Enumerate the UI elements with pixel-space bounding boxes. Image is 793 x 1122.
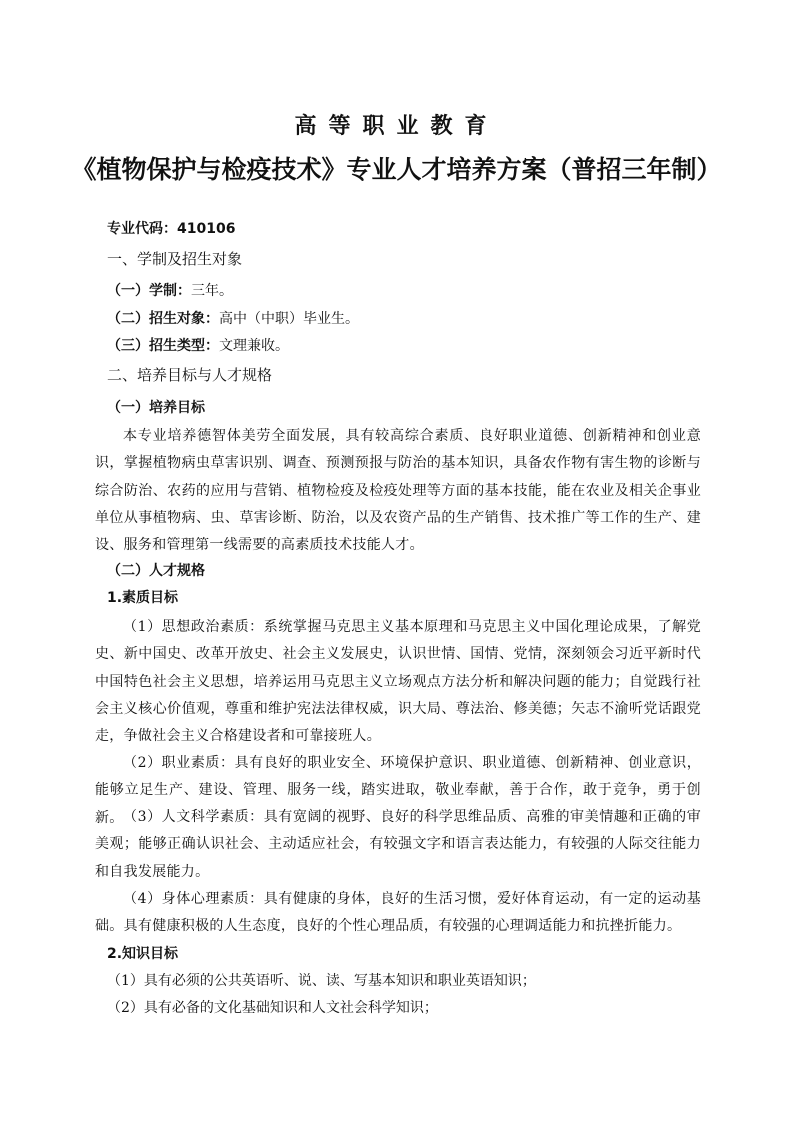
enrollment-type-item: [107, 335, 713, 357]
knowledge-item-1: （1）具有必须的公共英语听、说、读、写基本知识和职业英语知识；: [107, 973, 536, 989]
section-1-heading: 一、学制及招生对象: [107, 250, 243, 268]
section-2-heading: 二、培养目标与人才规格: [107, 366, 273, 384]
schooling-item: [107, 280, 713, 302]
knowledge-item-2: （2）具有必备的文化基础知识和人文社会科学知识；: [107, 1000, 438, 1016]
enrollment-target-item: [107, 308, 713, 330]
knowledge-goal-heading: 2.知识目标: [107, 946, 179, 962]
talent-spec-heading: （二）人才规格: [107, 563, 205, 579]
top-heading: 高等职业教育: [294, 114, 499, 139]
enrollment-type-value: 文理兼收。: [219, 338, 289, 354]
enrollment-target-value: 高中（中职）毕业生。: [219, 311, 359, 327]
document-title: 《植物保护与检疫技术》专业人才培养方案（普招三年制）: [71, 155, 722, 184]
schooling-value: 三年。: [191, 283, 233, 299]
quality-item-4: （4）身体心理素质：具有健康的身体，良好的生活习惯，爱好体育运动，有一定的运动基础。具有健康积极的人生态度，良好的个性心理品质，有较强的心理调适能力和抗挫折能力。: [95, 891, 701, 935]
quality-item-2: （2）职业素质：具有良好的职业安全、环境保护意识、职业道德、创新精神、创业意识，能够立足生产、建设、管理、服务一线，踏实进取，敬业奉献，善于合作，敢于竞争，勇于创新。: [95, 755, 701, 826]
enrollment-target-label: （二）招生对象：: [107, 311, 219, 327]
major-code-label: 专业代码：: [107, 221, 177, 237]
training-goal-paragraph: 本专业培养德智体美劳全面发展，具有较高综合素质、良好职业道德、创新精神和创业意识，掌握植物病虫草害识别、调查、预测预报与防治的基本知识，具备农作物有害生物的诊断与综合防治、农药的应用与营销、植物检疫及检疫处理等方面的基本技能，能在农业及相关企事业单位从事植物病、虫、草害诊断、防治，以及农资产品的生产销售、技术推广等工作的生产、建设、服务和管理第一线需要的高素质技术技能人才。: [95, 428, 701, 554]
major-code: [107, 218, 713, 240]
quality-goal-heading: 1.素质目标: [107, 590, 179, 606]
training-goal-heading: （一）培养目标: [107, 400, 205, 416]
enrollment-type-label: （三）招生类型：: [107, 338, 219, 354]
schooling-label: （一）学制：: [107, 283, 191, 299]
quality-item-1: （1）思想政治素质：系统掌握马克思主义基本原理和马克思主义中国化理论成果，了解党史、新中国史、改革开放史、社会主义发展史，认识世情、国情、党情，深刻领会习近平新时代中国特色社会主义思想，培养运用马克思主义立场观点方法分析和解决问题的能力；自觉践行社会主义核心价值观，尊重和维护宪法法律权威，识大局、尊法治、修美德；矢志不渝听党话跟党走，争做社会主义合格建设者和可靠接班人。: [95, 619, 701, 745]
major-code-value: 410106: [177, 221, 236, 237]
quality-item-3: （3）人文科学素质：具有宽阔的视野、良好的科学思维品质、高雅的审美情趣和正确的审美观；能够正确认识社会、主动适应社会，有较强文字和语言表达能力，有较强的人际交往能力和自我发展能力。: [95, 809, 701, 880]
